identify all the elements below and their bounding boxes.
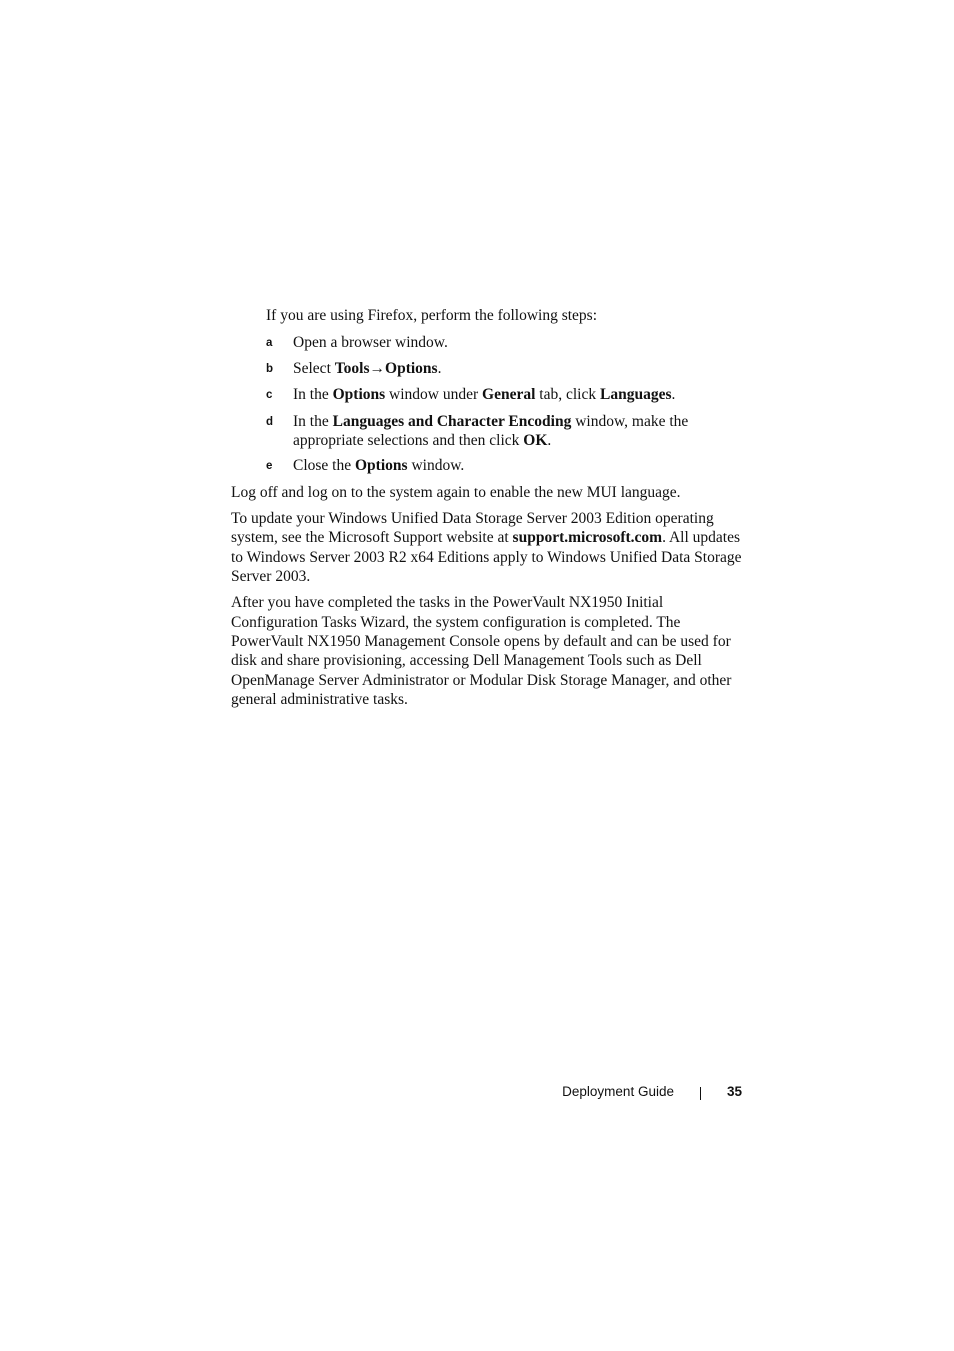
menu-name-tools: Tools — [334, 360, 370, 378]
paragraph-text: After you have completed the tasks in the PowerVault NX1950 Initial Configuration Tasks Wizard, the system configuration is completed. The PowerVault NX1950 Management Console opens by default and can be used for disk and share provisioning, accessing Dell Management Tools such as Dell OpenManage Server Administrator or Modular Disk Storage Manager, and other general administrative tasks. — [231, 594, 732, 708]
paragraph-completion — [231, 593, 746, 709]
step-text-part: Close the — [293, 457, 355, 475]
menu-name-options: Options — [385, 360, 438, 378]
page-footer — [562, 1083, 742, 1100]
step-text-part: tab, click — [535, 386, 600, 404]
step-text — [293, 333, 746, 354]
window-name-languages-encoding: Languages and Character Encoding — [332, 412, 572, 430]
step-text — [293, 412, 746, 451]
step-item-d — [266, 412, 746, 451]
step-text-part: . — [671, 386, 676, 404]
step-letter: a — [266, 337, 273, 350]
step-text-part: . — [437, 360, 442, 378]
step-letter: b — [266, 363, 274, 376]
paragraph-updates — [231, 509, 746, 586]
step-text — [293, 385, 746, 406]
support-website-link: support.microsoft.com — [512, 529, 663, 547]
page-number: 35 — [726, 1084, 742, 1099]
step-letter: e — [266, 460, 273, 473]
step-item-b — [266, 359, 746, 380]
step-item-e — [266, 456, 746, 477]
window-name-options: Options — [355, 457, 408, 475]
paragraph-logoff — [231, 483, 746, 502]
step-text-part: In the — [293, 386, 333, 404]
step-text-part: Open a browser window. — [293, 334, 448, 352]
footer-divider — [700, 1087, 701, 1100]
paragraph-text: . All updates to Windows Server 2003 R2 x64 Editions apply to Windows Unified Data Storage Server 2003. — [231, 529, 742, 586]
step-text — [293, 359, 746, 380]
tab-name-general: General — [482, 386, 536, 404]
button-name-languages: Languages — [599, 386, 672, 404]
page-body — [231, 306, 746, 716]
window-name-options: Options — [332, 386, 386, 404]
step-text-part: window under — [385, 386, 483, 404]
steps-list — [266, 333, 746, 477]
step-text-part: window, make the appropriate selections and then click — [293, 412, 689, 450]
step-text-part: window. — [407, 457, 465, 475]
intro-text: If you are using Firefox, perform the following steps: — [266, 307, 598, 324]
step-text-part: . — [547, 432, 552, 450]
step-item-c — [266, 385, 746, 406]
paragraph-text: To update your Windows Unified Data Storage Server 2003 Edition operating system, see the Microsoft Support website at — [231, 510, 714, 547]
arrow-right-icon: → — [369, 360, 386, 378]
step-text — [293, 456, 746, 477]
step-text-part: Select — [293, 360, 335, 378]
step-letter: d — [266, 415, 274, 428]
paragraph-text: Log off and log on to the system again to enable the new MUI language. — [231, 483, 681, 501]
step-item-a — [266, 333, 746, 354]
step-letter: c — [266, 389, 273, 402]
footer-title: Deployment Guide — [562, 1084, 674, 1099]
button-name-ok: OK — [523, 432, 548, 450]
step-text-part: In the — [293, 412, 333, 430]
